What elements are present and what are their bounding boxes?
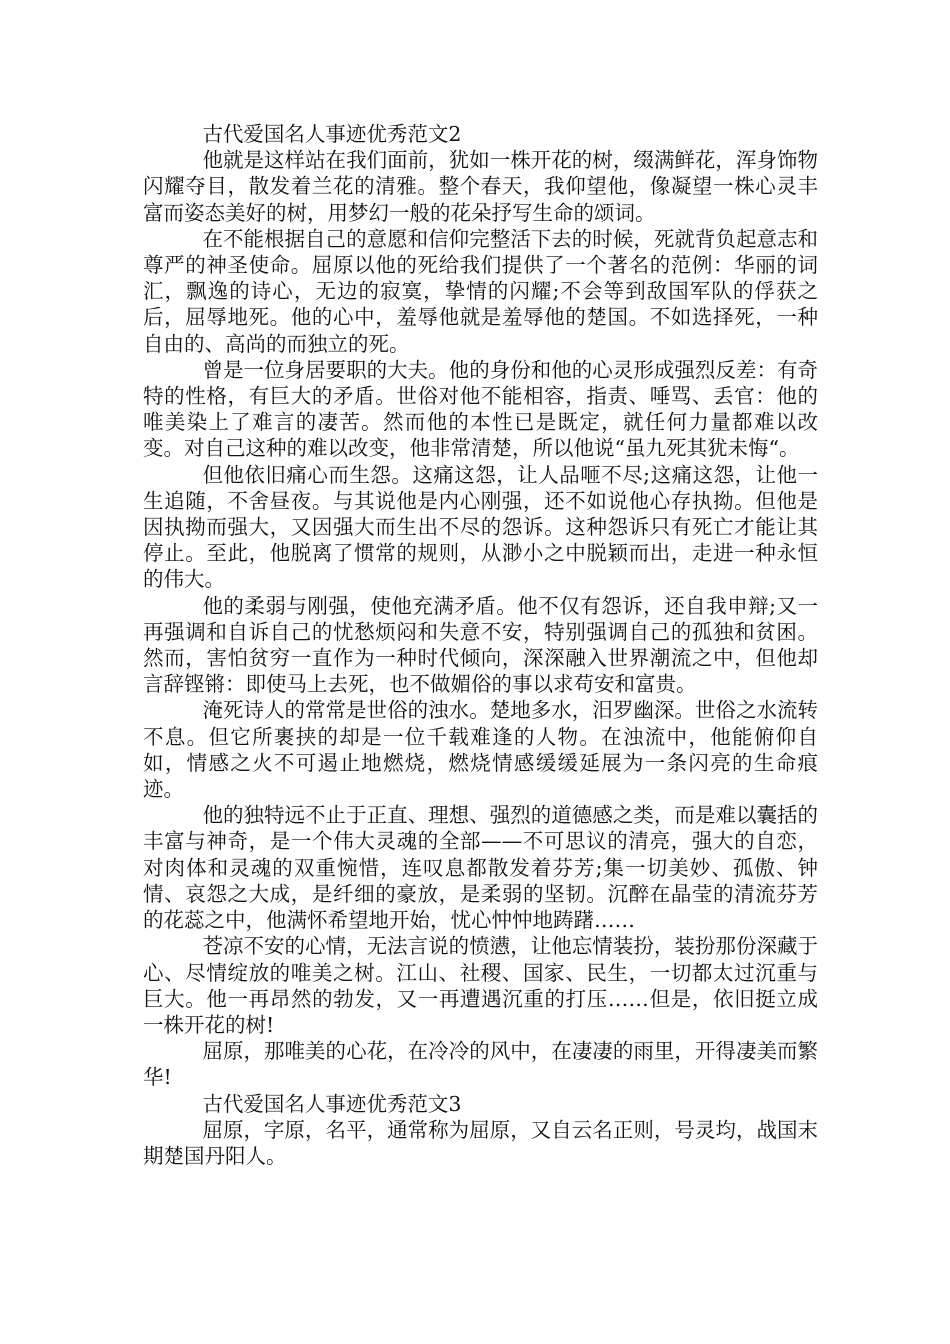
paragraph: 他的独特远不止于正直、理想、强烈的道德感之类，而是难以囊括的丰富与神奇，是一个伟大灵魂的全部——不可思议的清亮，强大的自恋，对肉体和灵魂的双重惋惜，连叹息都散发着芬芳;集一切美妙、孤傲、钟情、哀怨之大成，是纤细的豪放，是柔弱的坚韧。沉醉在晶莹的清流芬芳的花蕊之中，他满怀希望地开始，忧心忡忡地踌躇…… [143, 803, 818, 933]
paragraph: 屈原，字原，名平，通常称为屈原，又自云名正则，号灵均，战国末期楚国丹阳人。 [143, 1117, 818, 1168]
section-heading: 古代爱国名人事迹优秀范文3 [202, 1091, 462, 1116]
document-body [143, 121, 818, 1169]
paragraph: 淹死诗人的常常是世俗的浊水。楚地多水，汨罗幽深。世俗之水流转不息。但它所裹挟的却是一位千载难逢的人物。在浊流中，他能俯仰自如，情感之火不可遏止地燃烧，燃烧情感缓缓延展为一条闪亮的生命痕迹。 [143, 698, 818, 802]
paragraph: 但他依旧痛心而生怨。这痛这怨，让人品咂不尽;这痛这怨，让他一生追随，不舍昼夜。与其说他是内心刚强，还不如说他心存执拗。但他是因执拗而强大，又因强大而生出不尽的怨诉。这种怨诉只有死亡才能让其停止。至此，他脱离了惯常的规则，从渺小之中脱颖而出，走进一种永恒的伟大。 [143, 462, 818, 592]
paragraph: 屈原，那唯美的心花，在冷冷的风中，在凄凄的雨里，开得凄美而繁华! [143, 1039, 818, 1090]
paragraph: 他就是这样站在我们面前，犹如一株开花的树，缀满鲜花，浑身饰物闪耀夺目，散发着兰花的清雅。整个春天，我仰望他，像凝望一株心灵丰富而姿态美好的树，用梦幻一般的花朵抒写生命的颂词。 [143, 148, 818, 225]
paragraph: 他的柔弱与刚强，使他充满矛盾。他不仅有怨诉，还自我申辩;又一再强调和自诉自己的忧愁烦闷和失意不安，特别强调自己的孤独和贫困。然而，害怕贫穷一直作为一种时代倾向，深深融入世界潮流之中，但他却言辞铿锵：即使马上去死，也不做媚俗的事以求苟安和富贵。 [143, 593, 818, 697]
section-heading: 古代爱国名人事迹优秀范文2 [202, 122, 462, 146]
paragraph: 在不能根据自己的意愿和信仰完整活下去的时候，死就背负起意志和尊严的神圣使命。屈原以他的死给我们提供了一个著名的范例：华丽的词汇，飘逸的诗心，无边的寂寞，挚情的闪耀;不会等到敌国军队的俘获之后，屈辱地死。他的心中，羞辱他就是羞辱他的楚国。不如选择死，一种自由的、高尚的而独立的死。 [143, 226, 818, 356]
paragraph: 苍凉不安的心情，无法言说的愤懑，让他忘情装扮，装扮那份深藏于心、尽情绽放的唯美之树。江山、社稷、国家、民生，一切都太过沉重与巨大。他一再昂然的勃发，又一再遭遇沉重的打压……但是，依旧挺立成一株开花的树! [143, 934, 818, 1037]
paragraph: 曾是一位身居要职的大夫。他的身份和他的心灵形成强烈反差：有奇特的性格，有巨大的矛盾。世俗对他不能相容，指责、唾骂、丢官：他的唯美染上了难言的凄苦。然而他的本性已是既定，就任何力量都难以改变。对自己这种的难以改变，他非常清楚，所以他说“虽九死其犹未悔“。 [143, 357, 818, 461]
